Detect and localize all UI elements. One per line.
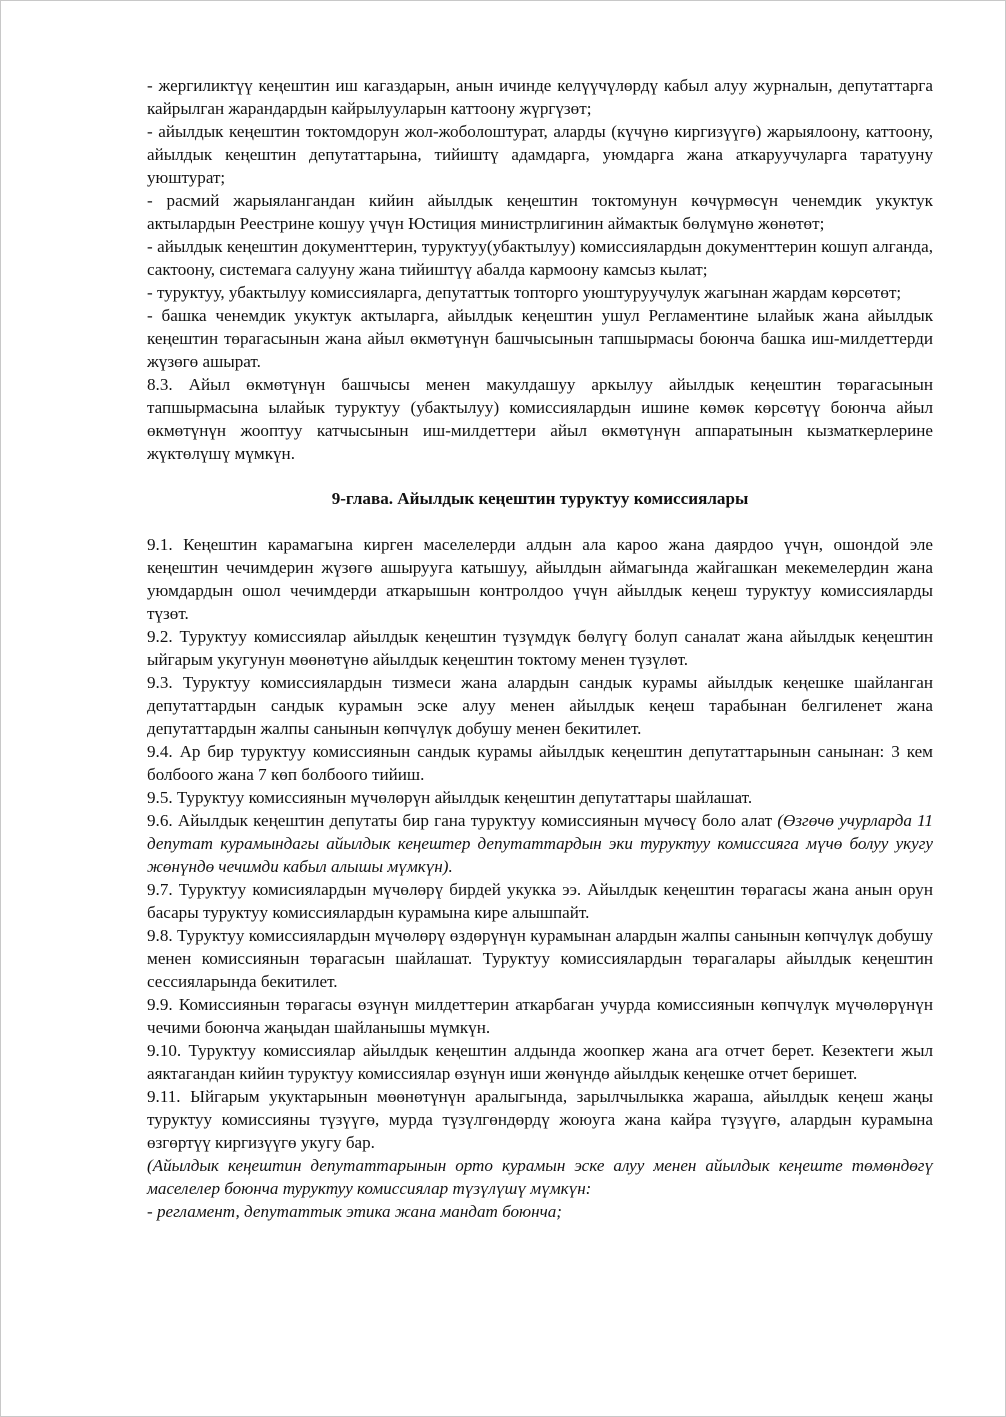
paragraph-9-1: 9.1. Кеңештин карамагына кирген маселелерди алдын ала кароо жана даярдоо үчүн, ошондой эле кеңештин чечимдерин жүзөгө ашырууга катышуу, айылдын аймагында жайгашкан мекемелердин жана уюмдардын ошол чечимдерди аткарышын контролдоо үчүн айылдык кеңеш туруктуу комиссияларды түзөт. — [147, 535, 933, 623]
paragraph-document-storage: - айылдык кеңештин документтерин, туруктуу(убактылуу) комиссиялардын документтерин кошуп алганда, сактоону, системага салууну жана тийиштүү абалда кармоону камсыз кылат; — [147, 237, 933, 279]
document-body — [147, 74, 933, 1223]
chapter-heading: 9-глава. Айылдык кеңештин туруктуу комиссиялары — [331, 489, 749, 508]
paragraph-9-3: 9.3. Туруктуу комиссиялардын тизмеси жана алардын сандык курамы айылдык кеңешке шайланган депутаттардын сандык курамын эске алуу менен айылдык кеңеш тарабынан белгиленет жана депутаттардын жалпы санынын көпчүлүк добушу менен бекитилет. — [147, 673, 933, 738]
paragraph-9-11: 9.11. Ыйгарым укуктарынын мөөнөтүнүн аралыгында, зарылчылыкка жараша, айылдык кеңеш жаңы туруктуу комиссияны түзүүгө, мурда түзүлгөндөрдү жоюуга жана кайра түзүүгө, алардын курамына өзгөртүү киргизүүгө укугу бар. — [147, 1087, 933, 1152]
paragraph-9-7: 9.7. Туруктуу комисиялардын мүчөлөрү бирдей укукка ээ. Айылдык кеңештин төрагасы жана анын орун басары туруктуу комиссиялардын курамына кире алышпайт. — [147, 880, 933, 922]
paragraph-9-5: 9.5. Туруктуу комиссиянын мүчөлөрүн айылдык кеңештин депутаттары шайлашат. — [147, 788, 753, 807]
paragraph-registry-journal: - жергиликтүү кеңештин иш кагаздарын, анын ичинде келүүчүлөрдү кабыл алуу журналын, депутаттарга кайрылган жарандардын кайрылууларын каттоону жүргүзөт; — [147, 76, 933, 118]
italic-list-item-regulation: - регламент, депутаттык этика жана мандат боюнча; — [147, 1202, 562, 1221]
paragraph-justice-registry: - расмий жарыялангандан кийин айылдык кеңештин токтомунун көчүрмөсүн ченемдик укуктук актылардын Реестрине кошуу үчүн Юстиция министрлигинин аймактык бөлүмүнө жөнөтөт; — [147, 191, 933, 233]
paragraph-9-6-text: 9.6. Айылдык кеңештин депутаты бир гана туруктуу комиссиянын мүчөсү боло алат — [147, 811, 773, 830]
paragraph-9-4: 9.4. Ар бир туруктуу комиссиянын сандык курамы айылдык кеңештин депутаттарынын санынан: 3 кем болбоого жана 7 көп болбоого тийиш. — [147, 742, 933, 784]
paragraph-9-8: 9.8. Туруктуу комиссиялардын мүчөлөрү өздөрүнүн курамынан алардын жалпы санынын көпчүлүк добушу менен комиссиянын төрагасын шайлашат. Туруктуу комиссиялардын төрагалары айылдык кеңештин сессияларында бекитилет. — [147, 926, 933, 991]
paragraph-9-6 — [147, 809, 933, 878]
paragraph-8-3: 8.3. Айыл өкмөтүнүн башчысы менен макулдашуу аркылуу айылдык кеңештин төрагасынын тапшырмасына ылайык туруктуу (убактылуу) комиссиялардын ишине көмөк көрсөтүү боюнча айыл өкмөтүнүн жооптуу катчысынын иш-милдеттери айыл өкмөтүнүн аппаратынын кызматкерлерине жүктөлүшү мүмкүн. — [147, 375, 933, 463]
paragraph-9-6-italic-note: (Өзгөчө учурларда 11 депутат курамындагы айылдык кеңештер депутаттардын эки туруктуу комиссияга мүчө болуу укугу жөнүндө чечимди кабыл алышы мүмкүн). — [147, 811, 934, 876]
paragraph-other-duties: - башка ченемдик укуктук актыларга, айылдык кеңештин ушул Регламентине ылайык жана айылдык кеңештин төрагасынын жана айыл өкмөтүнүн башчысынын тапшырмасы боюнча башка иш-милдеттерди жүзөгө ашырат. — [147, 306, 933, 371]
paragraph-9-9: 9.9. Комиссиянын төрагасы өзүнүн милдеттерин аткарбаган учурда комиссиянын көпчүлүк мүчөлөрүнүн чечими боюнча жаңыдан шайланышы мүмкүн. — [147, 995, 933, 1037]
paragraph-9-2: 9.2. Туруктуу комиссиялар айылдык кеңештин түзүмдүк бөлүгү болуп саналат жана айылдык кеңештин ыйгарым укугунун мөөнөтүнө айылдык кеңештин токтому менен түзүлөт. — [147, 627, 933, 669]
paragraph-9-10: 9.10. Туруктуу комиссиялар айылдык кеңештин алдында жоопкер жана ага отчет берет. Кезектеги жыл аяктагандан кийин туруктуу комиссиялар өзүнүн иши жөнүндө айылдык кеңешке отчет беришет. — [147, 1041, 933, 1083]
paragraph-commission-support: - туруктуу, убактылуу комиссияларга, депутаттык топторго уюштуруучулук жагынан жардам көрсөтөт; — [147, 283, 902, 302]
italic-note-commissions: (Айылдык кеңештин депутаттарынын орто курамын эске алуу менен айылдык кеңеште төмөндөгү маселелер боюнча туруктуу комиссиялар түзүлүшү мүмкүн: — [147, 1156, 933, 1198]
paragraph-resolution-publication: - айылдык кеңештин токтомдорун жол-жоболоштурат, аларды (күчүнө киргизүүгө) жарыялоону, каттоону, айылдык кеңештин депутаттарына, тийиштү адамдарга, уюмдарга жана аткаруучуларга таратууну уюштурат; — [147, 122, 933, 187]
